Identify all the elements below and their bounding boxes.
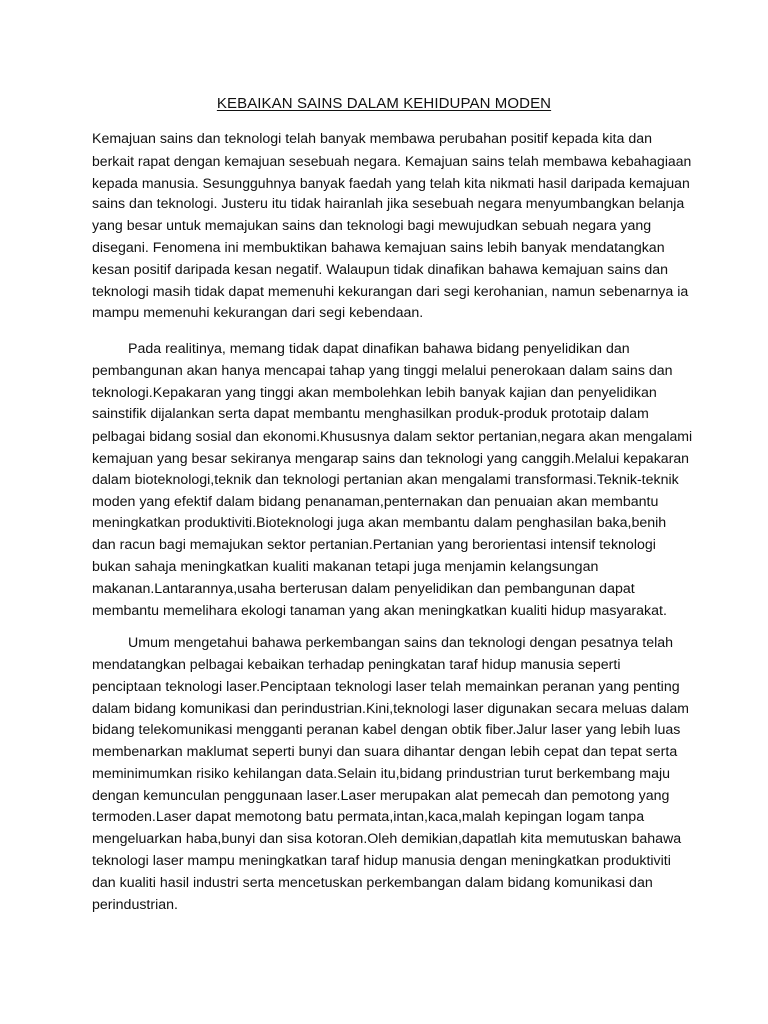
- paragraph-line: dalam bioteknologi,teknik dan teknologi pertanian akan mengalami transformasi.Teknik-teknik: [92, 471, 679, 488]
- paragraph-line: sainstifik dijalankan serta dapat membantu menghasilkan produk-produk prototaip dalam: [92, 406, 649, 423]
- paragraph-line: dan racun bagi memajukan sektor pertanian.Pertanian yang berorientasi intensif teknologi: [92, 537, 656, 554]
- paragraph-2: [92, 339, 692, 622]
- paragraph-line: mengeluarkan haba,bunyi dan sisa kotoran.Oleh demikian,dapatlah kita memutuskan bahawa: [92, 831, 682, 848]
- paragraph-line: kesan positif daripada kesan negatif. Walaupun tidak dinafikan bahawa kemajuan sains dan: [92, 261, 669, 278]
- paragraph-line: membenarkan maklumat seperti bunyi dan suara dihantar dengan lebih cepat dan tepat serta: [92, 743, 678, 760]
- paragraph-line: Umum mengetahui bahawa perkembangan sains dan teknologi dengan pesatnya telah: [128, 635, 674, 651]
- paragraph-line: perindustrian.: [92, 896, 178, 913]
- paragraph-line: mendatangkan pelbagai kebaikan terhadap peningkatan taraf hidup manusia seperti: [92, 656, 621, 673]
- paragraph-line: termoden.Laser dapat memotong batu permata,intan,kaca,malah kepingan logam tanpa: [92, 809, 645, 826]
- paragraph-1: [92, 129, 692, 325]
- paragraph-line: teknologi laser mampu meningkatkan taraf hidup manusia dengan meningkatkan produktiviti: [92, 852, 671, 869]
- paragraph-line: makanan.Lantarannya,usaha berterusan dalam penyelidikan dan pembangunan dapat: [92, 580, 635, 597]
- paragraph-line: teknologi.Kepakaran yang tinggi akan membolehkan lebih banyak kajian dan penyelidikan: [92, 384, 657, 401]
- paragraph-3: [92, 633, 692, 916]
- paragraph-line: teknologi masih tidak dapat memenuhi kekurangan dari segi kerohanian, namun sebenarnya ia: [92, 283, 689, 300]
- paragraph-line: membantu memelihara ekologi tanaman yang akan meningkatkan kualiti hidup masyarakat.: [92, 602, 667, 619]
- paragraph-line: meminimumkan risiko kehilangan data.Selain itu,bidang prindustrian turut berkembang maju: [92, 765, 671, 782]
- paragraph-line: kepada manusia. Sesungguhnya banyak faedah yang telah kita nikmati hasil daripada kemajuan: [92, 174, 690, 191]
- paragraph-line: dalam bidang komunikasi dan perindustrian.Kini,teknologi laser digunakan secara meluas dalam: [92, 700, 689, 717]
- paragraph-line: moden yang efektif dalam bidang penanaman,penternakan dan penuaian akan membantu: [92, 493, 659, 510]
- paragraph-line: dan kualiti hasil industri serta mencetuskan perkembangan dalam bidang komunikasi dan: [92, 874, 653, 891]
- paragraph-line: meningkatkan produktiviti.Bioteknologi juga akan membantu dalam penghasilan baka,benih: [92, 515, 667, 532]
- paragraph-line: dengan kemunculan penggunaan laser.Laser merupakan alat pemecah dan pemotong yang: [92, 787, 670, 804]
- paragraph-line: bidang telekomunikasi mengganti peranan kabel dengan obtik fiber.Jalur laser yang lebih luas: [92, 722, 681, 739]
- paragraph-line: pembangunan akan hanya mencapai tahap yang tinggi melalui penerokaan dalam sains dan: [92, 362, 673, 379]
- paragraph-line: Pada realitinya, memang tidak dapat dinafikan bahawa bidang penyelidikan dan: [128, 341, 630, 357]
- paragraph-line: bukan sahaja meningkatkan kualiti makanan tetapi juga menjamin kelangsungan: [92, 558, 599, 575]
- paragraph-line: mampu memenuhi kekurangan dari segi kebendaan.: [92, 305, 424, 322]
- paragraph-line: sains dan teknologi. Justeru itu tidak hairanlah jika sesebuah negara menyumbangkan belanja: [92, 196, 685, 213]
- document-title: KEBAIKAN SAINS DALAM KEHIDUPAN MODEN: [216, 95, 552, 112]
- paragraph-line: berkait rapat dengan kemajuan sesebuah negara. Kemajuan sains telah membawa kebahagiaan: [92, 152, 692, 169]
- paragraph-line: kemajuan yang besar sekiranya mengarap sains dan teknologi yang canggih.Melalui kepakaran: [92, 449, 690, 466]
- paragraph-line: yang besar untuk memajukan sains dan teknologi bagi mewujudkan sebuah negara yang: [92, 218, 652, 235]
- paragraph-line: disegani. Fenomena ini membuktikan bahawa kemajuan sains lebih banyak mendatangkan: [92, 239, 665, 256]
- paragraph-line: Kemajuan sains dan teknologi telah banyak membawa perubahan positif kepada kita dan: [92, 131, 652, 147]
- paragraph-line: pelbagai bidang sosial dan ekonomi.Khususnya dalam sektor pertanian,negara akan mengalami: [92, 428, 693, 445]
- paragraph-line: penciptaan teknologi laser.Penciptaan teknologi laser telah memainkan peranan yang penting: [92, 678, 680, 695]
